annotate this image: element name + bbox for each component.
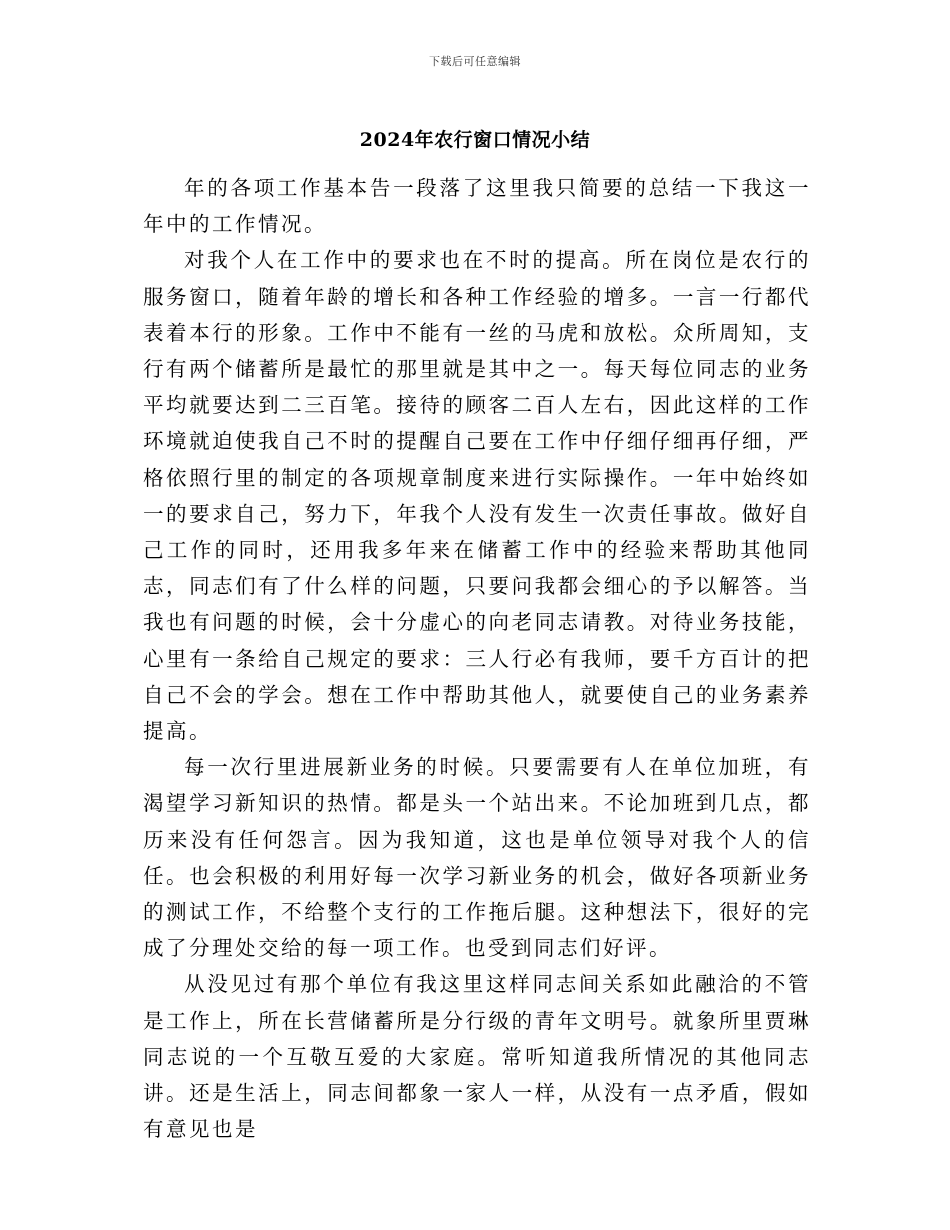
document-title: 2024年农行窗口情况小结 (359, 129, 591, 151)
paragraph: 对我个人在工作中的要求也在不时的提高。所在岗位是农行的服务窗口，随着年龄的增长和各种工作经验的增多。一言一行都代表着本行的形象。工作中不能有一丝的马虎和放松。众所周知，支行有两个储蓄所是最忙的那里就是其中之一。每天每位同志的业务平均就要达到二三百笔。接待的顾客二百人左右，因此这样的工作环境就迫使我自己不时的提醒自己要在工作中仔细仔细再仔细，严格依照行里的制定的各项规章制度来进行实际操作。一年中始终如一的要求自己，努力下，年我个人没有发生一次责任事故。做好自己工作的同时，还用我多年来在储蓄工作中的经验来帮助其他同志，同志们有了什么样的问题，只要问我都会细心的予以解答。当我也有问题的时候，会十分虚心的向老同志请教。对待业务技能，心里有一条给自己规定的要求：三人行必有我师，要千方百计的把自己不会的学会。想在工作中帮助其他人，就要使自己的业务素养提高。 (143, 248, 811, 744)
paragraph: 从没见过有那个单位有我这里这样同志间关系如此融洽的不管是工作上，所在长营储蓄所是分行级的青年文明号。就象所里贾琳同志说的一个互敬互爱的大家庭。常听知道我所情况的其他同志讲。还是生活上，同志间都象一家人一样，从没有一点矛盾，假如有意见也是 (143, 972, 811, 1142)
paragraph: 每一次行里进展新业务的时候。只要需要有人在单位加班，有渴望学习新知识的热情。都是头一个站出来。不论加班到几点，都历来没有任何怨言。因为我知道，这也是单位领导对我个人的信任。也会积极的利用好每一次学习新业务的机会，做好各项新业务的测试工作，不给整个支行的工作拖后腿。这种想法下，很好的完成了分理处交给的每一项工作。也受到同志们好评。 (143, 755, 811, 961)
paragraph: 年的各项工作基本告一段落了这里我只简要的总结一下我这一年中的工作情况。 (143, 176, 811, 237)
document-body (143, 170, 811, 1147)
header-note: 下载后可任意编辑 (429, 55, 521, 68)
